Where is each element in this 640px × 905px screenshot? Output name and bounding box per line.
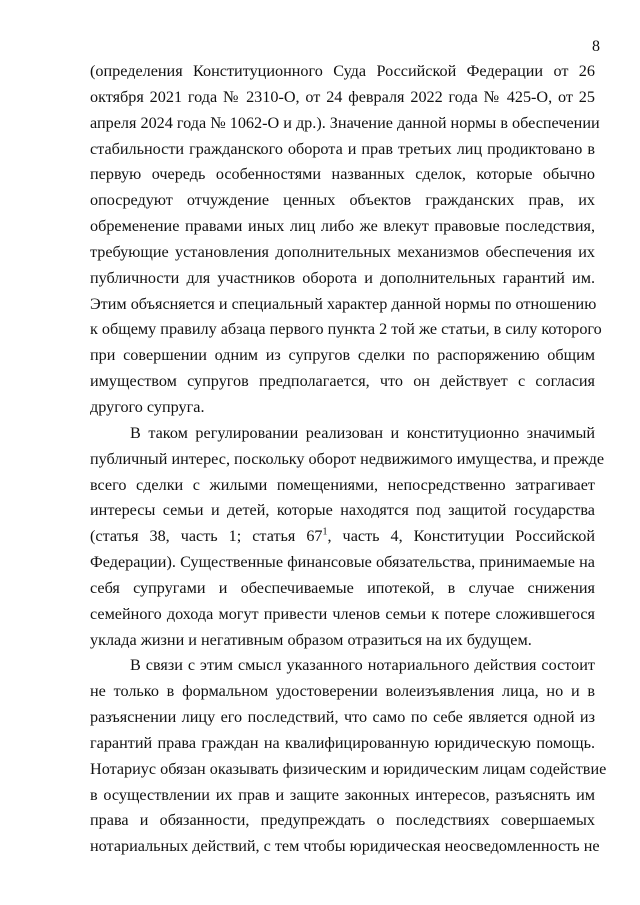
- text-line: семейного дохода могут привести членов семьи к потере сложившегося: [90, 604, 595, 623]
- document-body: [90, 59, 607, 860]
- text-line: нотариальных действий, с тем чтобы юридическая неосведомленность не: [90, 837, 600, 856]
- text-line: всего сделки с жилыми помещениями, непосредственно затрагивает: [90, 475, 595, 494]
- text-line: В связи с этим смысл указанного нотариального действия состоит: [130, 656, 595, 675]
- text-line: опосредуют отчуждение ценных объектов гражданских прав, их: [90, 191, 595, 210]
- text-line: разъяснении лицу его последствий, что само по себе является одной из: [90, 708, 595, 727]
- paragraph-2: [90, 421, 605, 654]
- text-line: октября 2021 года № 2310-О, от 24 февраля 2022 года № 425-О, от 25: [90, 87, 595, 106]
- article-reference-line: [90, 524, 595, 550]
- text-line: к общему правилу абзаца первого пункта 2 той же статьи, в силу которого: [90, 320, 602, 339]
- text-line: не только в формальном удостоверении волеизъявления лица, но и в: [90, 682, 595, 701]
- paragraph-1: [90, 59, 602, 421]
- text-line: в осуществлении их прав и защите законных интересов, разъяснять им: [90, 785, 595, 804]
- text-line: уклада жизни и негативным образом отразиться на их будущем.: [90, 630, 532, 649]
- text-line: апреля 2024 года № 1062-О и др.). Значение данной нормы в обеспечении: [90, 113, 600, 132]
- text-line: Этим объясняется и специальный характер данной нормы по отношению: [90, 294, 597, 313]
- paragraph-3: [90, 653, 607, 860]
- text-line: при совершении одним из супругов сделки по распоряжению общим: [90, 346, 595, 365]
- text-line: публичный интерес, поскольку оборот недвижимого имущества, и прежде: [90, 449, 605, 468]
- text-line: В таком регулировании реализован и конституционно значимый: [130, 423, 595, 442]
- text-line: другого супруга.: [90, 397, 205, 416]
- article-superscript: 1: [322, 526, 328, 538]
- text-line: Нотариус обязан оказывать физическим и юридическим лицам содействие: [90, 759, 607, 778]
- text-line: требующие установления дополнительных механизмов обеспечения их: [90, 242, 595, 261]
- article-reference-before: (статья 38, часть 1; статья 67: [90, 527, 323, 546]
- text-line: имуществом супругов предполагается, что он действует с согласия: [90, 372, 595, 391]
- text-line: гарантий права граждан на квалифицированную юридическую помощь.: [90, 733, 595, 752]
- text-line: первую очередь особенностями названных сделок, которые обычно: [90, 165, 595, 184]
- text-line: Федерации). Существенные финансовые обязательства, принимаемые на: [90, 553, 595, 572]
- text-line: права и обязанности, предупреждать о последствиях совершаемых: [90, 811, 595, 830]
- text-line: интересы семьи и детей, которые находятся под защитой государства: [90, 501, 595, 520]
- page-number: 8: [592, 38, 600, 55]
- article-reference-after: , часть 4, Конституции Российской: [327, 527, 595, 546]
- text-line: (определения Конституционного Суда Российской Федерации от 26: [90, 62, 595, 80]
- text-line: себя супругами и обеспечиваемые ипотекой, в случае снижения: [90, 578, 595, 597]
- text-line: стабильности гражданского оборота и прав третьих лиц продиктовано в: [90, 139, 595, 158]
- text-line: публичности для участников оборота и дополнительных гарантий им.: [90, 268, 595, 287]
- text-line: обременение правами иных лиц либо же влекут правовые последствия,: [90, 217, 595, 236]
